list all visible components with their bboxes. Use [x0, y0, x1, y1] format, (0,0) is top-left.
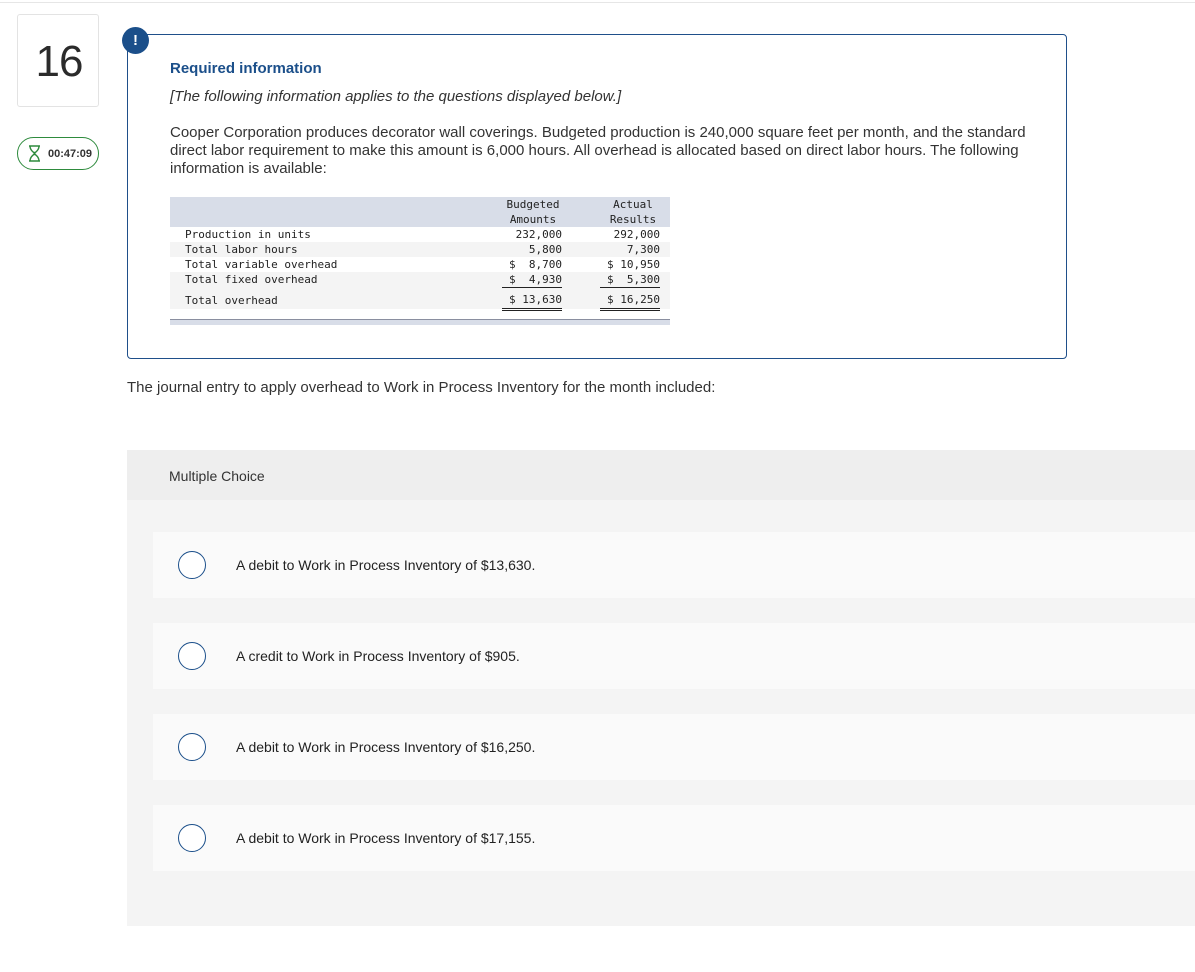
choice-text[interactable]: A credit to Work in Process Inventory of $905.	[236, 648, 520, 664]
total-double-underline	[502, 308, 562, 311]
actual-value: $ 5,300	[607, 273, 660, 286]
choice-option[interactable]	[153, 805, 1195, 871]
radio-button[interactable]	[178, 733, 206, 761]
top-divider	[0, 2, 1195, 3]
row-label: Total overhead	[185, 294, 278, 307]
header-budgeted-1: Budgeted	[506, 198, 560, 211]
row-label: Total variable overhead	[185, 258, 338, 271]
row-label: Total fixed overhead	[185, 273, 318, 286]
actual-value: $ 10,950	[607, 258, 660, 271]
choice-option[interactable]	[153, 623, 1195, 689]
subtotal-underline	[600, 287, 660, 288]
multiple-choice-title: Multiple Choice	[169, 468, 265, 484]
row-label: Production in units	[185, 228, 311, 241]
header-actual-2: Results	[609, 213, 657, 226]
budgeted-value: $ 13,630	[509, 293, 562, 306]
actual-value: 292,000	[613, 228, 660, 241]
budgeted-value: $ 4,930	[509, 273, 562, 286]
multiple-choice-header	[127, 450, 1195, 500]
table-header-band	[170, 197, 670, 227]
actual-value: 7,300	[626, 243, 660, 256]
choice-option[interactable]	[153, 532, 1195, 598]
actual-value: $ 16,250	[607, 293, 660, 306]
choice-option[interactable]	[153, 714, 1195, 780]
radio-button[interactable]	[178, 551, 206, 579]
required-information-title: Required information	[170, 60, 322, 77]
choice-text[interactable]: A debit to Work in Process Inventory of $17,155.	[236, 830, 536, 846]
budgeted-value: $ 8,700	[509, 258, 562, 271]
budgeted-value: 5,800	[528, 243, 562, 256]
hourglass-icon	[28, 145, 41, 162]
header-budgeted-2: Amounts	[509, 213, 557, 226]
budgeted-value: 232,000	[515, 228, 562, 241]
info-note: [The following information applies to the questions displayed below.]	[170, 88, 622, 105]
choice-text[interactable]: A debit to Work in Process Inventory of $13,630.	[236, 557, 536, 573]
subtotal-underline	[502, 287, 562, 288]
overhead-data-table	[170, 197, 670, 327]
problem-paragraph: Cooper Corporation produces decorator wall coverings. Budgeted production is 240,000 square feet per month, and the standard direct labor requirement to make this amount is 6,000 hours. All overhead is allocated based on direct labor hours. The following information is available:	[170, 124, 1026, 177]
radio-button[interactable]	[178, 642, 206, 670]
timer-badge	[17, 137, 99, 170]
header-actual-1: Actual	[613, 198, 653, 211]
question-number: 16	[35, 37, 83, 86]
question-number-box	[17, 14, 99, 107]
row-label: Total labor hours	[185, 243, 298, 256]
total-double-underline	[600, 308, 660, 311]
multiple-choice-panel	[127, 450, 1195, 926]
choice-text[interactable]: A debit to Work in Process Inventory of $16,250.	[236, 739, 536, 755]
alert-icon: !	[122, 27, 149, 54]
timer-text: 00:47:09	[48, 148, 93, 160]
table-bottom-rule	[170, 319, 670, 325]
radio-button[interactable]	[178, 824, 206, 852]
question-text: The journal entry to apply overhead to Work in Process Inventory for the month included:	[127, 379, 716, 396]
